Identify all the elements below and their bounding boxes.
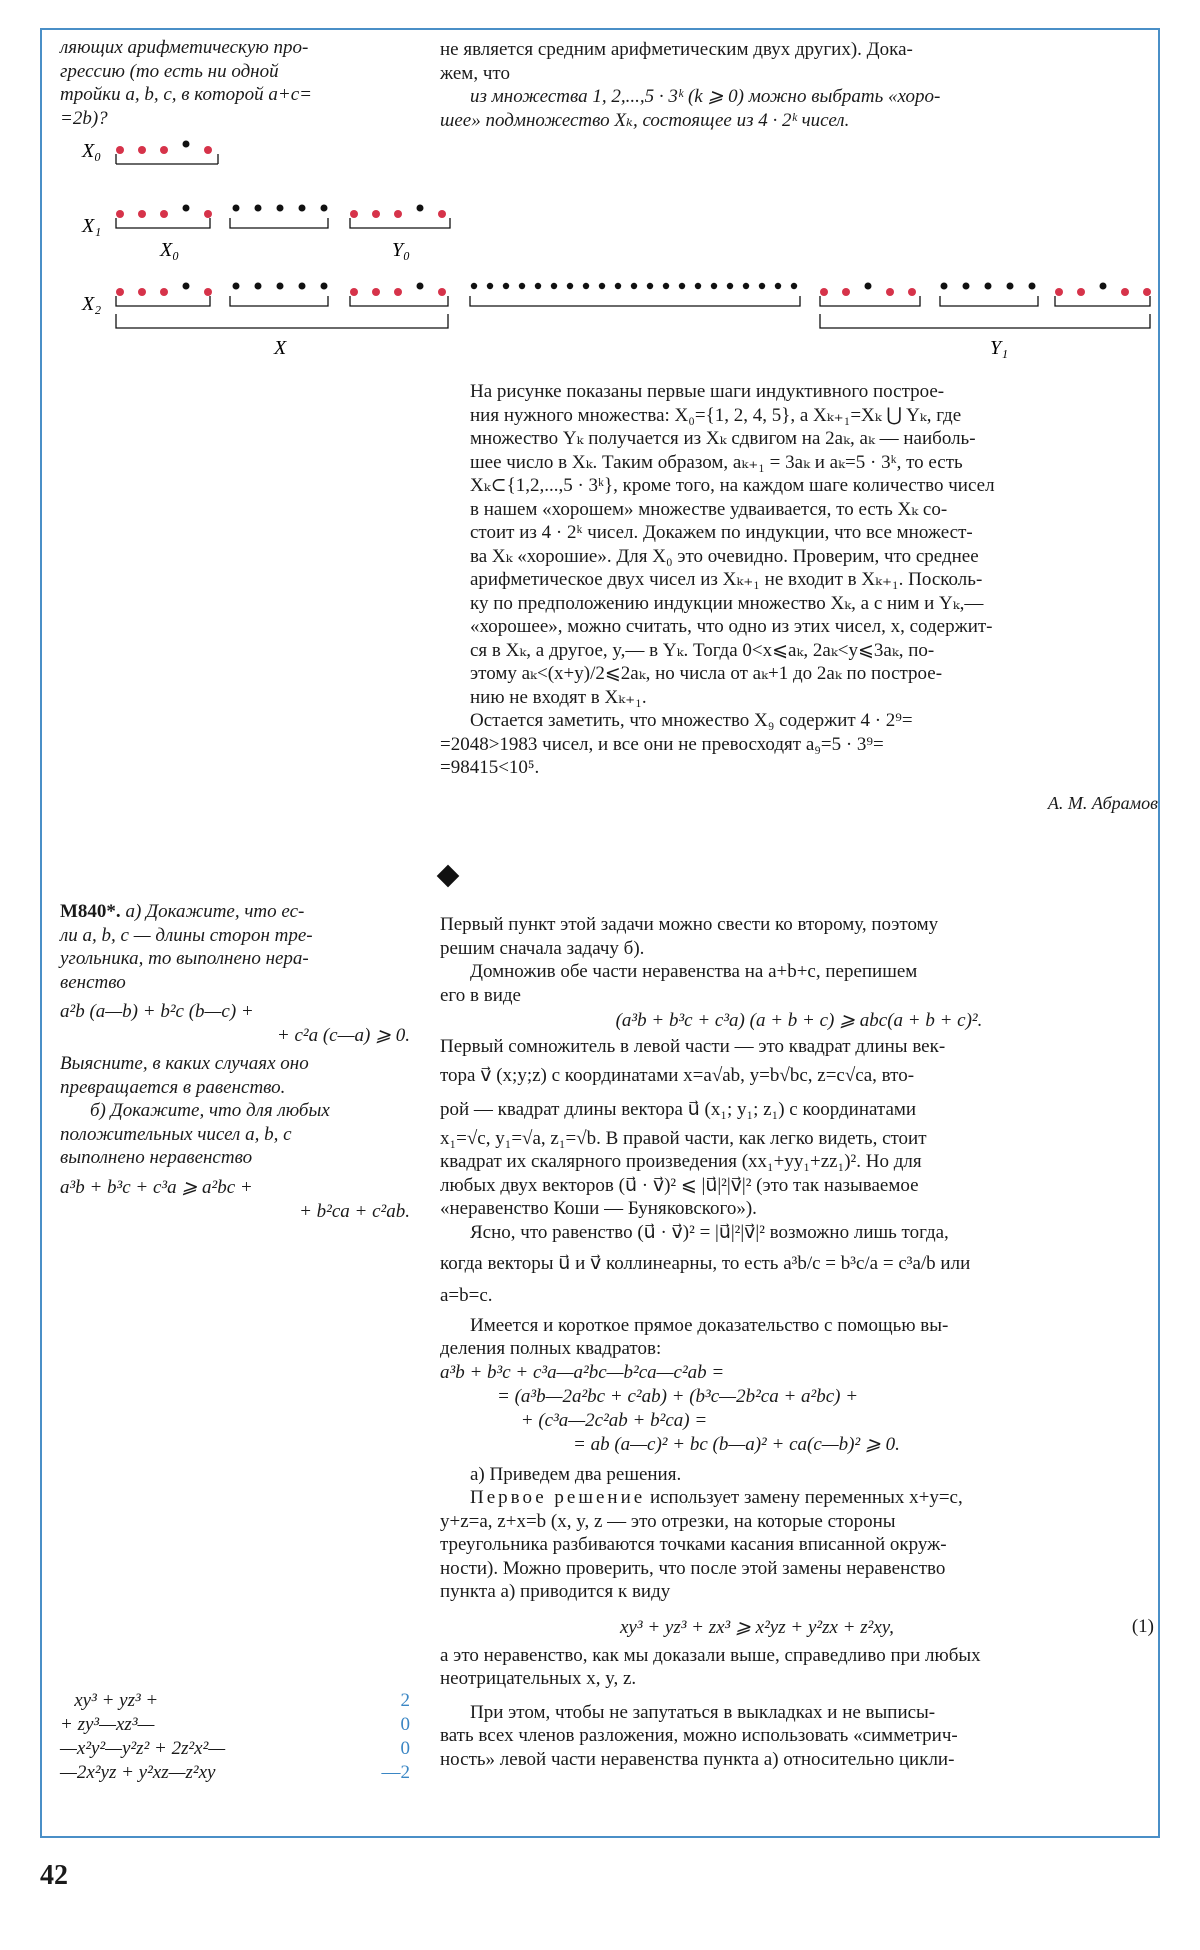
text-line: угольника, то выполнено нера-	[60, 948, 309, 969]
text-line: На рисунке показаны первые шаги индуктивного построе-	[470, 381, 945, 402]
set-construction-diagram	[60, 132, 1160, 362]
row-x0-dots	[116, 141, 218, 165]
text-line: решим сначала задачу б).	[440, 937, 645, 959]
table-coef: 0	[400, 1714, 410, 1735]
row-label-x2: X₂	[82, 293, 102, 315]
row-x2-dots	[116, 283, 1151, 307]
text-line: вать всех членов разложения, можно использовать «симметрич-	[440, 1725, 958, 1746]
problem-text: а) Докажите, что ес-	[125, 901, 305, 922]
text-line: ляющих арифметическую про-	[60, 37, 309, 58]
table-expr: xy³ + yz³ +	[60, 1690, 159, 1711]
text-line: его в виде	[440, 984, 521, 1006]
text-line: любых двух векторов (u⃗ · v⃗)² ⩽ |u⃗|²|v⃗|² (это так называемое	[440, 1174, 919, 1196]
formula-line: + b²ca + c²ab.	[299, 1200, 410, 1222]
formula-line: = ab (a—c)² + bc (b—a)² + ca(c—b)² ⩾ 0.	[440, 1433, 900, 1455]
text-line: =2b)?	[60, 107, 108, 129]
text-line: рой — квадрат длины вектора u⃗ (x₁; y₁; z₁) с координатами	[440, 1098, 917, 1120]
table-row	[60, 1762, 410, 1786]
text-line: а) Приведем два решения.	[470, 1463, 682, 1485]
text-line: квадрат их скалярного произведения (xx₁+yy₁+zz₁)². Но для	[440, 1151, 922, 1172]
text-line: Имеется и короткое прямое доказательство с помощью вы-	[470, 1314, 949, 1336]
text-line	[440, 1486, 1158, 1510]
table-coef: 2	[400, 1690, 410, 1711]
text-line: неотрицательных x, y, z.	[440, 1668, 637, 1689]
under-label-x0: X₀	[160, 239, 180, 261]
text-line: грессию (то есть ни одной	[60, 60, 279, 82]
problem-label: M840*.	[60, 901, 121, 922]
page-number: 42	[40, 1860, 68, 1891]
text-line: жем, что	[440, 62, 510, 84]
formula-line: a³b + b³c + c³a ⩾ a²bc +	[60, 1176, 253, 1198]
text-line: венство	[60, 971, 126, 993]
table-row	[60, 1714, 410, 1738]
under-label-y1: Y₁	[990, 337, 1009, 359]
formula-line: (a³b + b³c + c³a) (a + b + c) ⩾ abc(a + b + c)².	[615, 1010, 983, 1031]
text-line: а это неравенство, как мы доказали выше, справедливо при любых	[440, 1644, 981, 1666]
formula-line: + c²a (c—a) ⩾ 0.	[276, 1025, 410, 1046]
first-solution-text: использует замену переменных x+y=c,	[645, 1487, 963, 1508]
formula-line: = (a³b—2a²bc + c²ab) + (b³c—2b²ca + a²bc) +	[440, 1385, 859, 1407]
table-row	[60, 1690, 410, 1714]
text-line: =98415<10⁵.	[440, 757, 540, 778]
text-line: ва Xₖ «хорошие». Для X₀ это очевидно. Проверим, что среднее	[470, 545, 979, 567]
first-solution-lead: Первое решение	[470, 1487, 646, 1508]
left-top-text	[60, 36, 410, 130]
text-line: ся в Xₖ, а другое, y,— в Yₖ. Тогда 0<x⩽aₖ, 2aₖ<y⩽3aₖ, по-	[470, 639, 935, 661]
text-line: нию не входят в Xₖ₊₁.	[470, 686, 647, 708]
text-line: шее» подмножество Xₖ, состоящее из 4 · 2ᵏ чисел.	[440, 109, 850, 131]
formula-line: xy³ + yz³ + zx³ ⩾ x²yz + y²zx + z²xy,	[620, 1616, 894, 1638]
formula-line: + (c³a—2c²ab + b²ca) =	[440, 1409, 708, 1431]
row-x1-dots	[116, 205, 450, 229]
text-line: =2048>1983 чисел, и все они не превосходят a₉=5 · 3⁹=	[440, 733, 884, 755]
text-line: из множества 1, 2,...,5 · 3ᵏ (k ⩾ 0) можно выбрать «хоро-	[470, 86, 941, 107]
text-line: ность» левой части неравенства пункта а) относительно цикли-	[440, 1748, 955, 1770]
text-line: тройки a, b, c, в которой a+c=	[60, 84, 313, 105]
text-line: ности). Можно проверить, что после этой замены неравенство	[440, 1557, 946, 1579]
text-line: Первый пункт этой задачи можно свести ко второму, поэтому	[440, 914, 939, 935]
text-line: Домножив обе части неравенства на a+b+c, перепишем	[470, 961, 918, 982]
text-line: x₁=√c, y₁=√a, z₁=√b. В правой части, как легко видеть, стоит	[440, 1127, 927, 1149]
text-line: ния нужного множества: X₀={1, 2, 4, 5}, а Xₖ₊₁=Xₖ ⋃ Yₖ, где	[470, 404, 962, 426]
bracket-y1	[820, 314, 1150, 328]
text-line: пункта а) приводится к виду	[440, 1581, 671, 1602]
author-signature: А. М. Абрамов	[1047, 792, 1158, 813]
text-line: треугольника разбиваются точками касания вписанной окруж-	[440, 1534, 947, 1555]
equation-1	[440, 1610, 1158, 1644]
text-line: ли a, b, c — длины сторон тре-	[60, 924, 313, 946]
bracket-x	[116, 314, 448, 328]
table-expr: —2x²yz + y²xz—z²xy	[60, 1762, 216, 1783]
problem-m840	[60, 900, 410, 1224]
text-line: «неравенство Коши — Буняковского»).	[440, 1198, 757, 1219]
under-label-y0: Y₀	[392, 239, 411, 261]
text-line: выполнено неравенство	[60, 1147, 253, 1168]
text-line: положительных чисел a, b, c	[60, 1123, 292, 1145]
text-line: ку по предположению индукции множество Xₖ, а с ним и Yₖ,—	[470, 592, 984, 614]
text-line: б) Докажите, что для любых	[90, 1100, 330, 1121]
under-label-x: X	[274, 337, 287, 359]
text-line: тора v⃗ (x;y;z) с координатами x=a√ab, y=b√bc, z=c√ca, вто-	[440, 1064, 915, 1086]
solution-section	[440, 913, 1158, 1771]
text-line: арифметическое двух чисел из Xₖ₊₁ не входит в Xₖ₊₁. Посколь-	[470, 569, 983, 590]
text-line: стоит из 4 · 2ᵏ чисел. Докажем по индукции, что все множест-	[470, 522, 973, 543]
margin-coefficient-table	[60, 1690, 410, 1786]
row-label-x1: X₁	[82, 215, 102, 237]
text-line: Xₖ⊂{1,2,...,5 · 3ᵏ}, кроме того, на каждом шаге количество чисел	[470, 475, 995, 496]
text-line: когда векторы u⃗ и v⃗ коллинеарны, то есть a³b/c = b³c/a = c³a/b или	[440, 1253, 971, 1274]
text-line: множество Yₖ получается из Xₖ сдвигом на 2aₖ, aₖ — наиболь-	[470, 428, 976, 449]
text-line: деления полных квадратов:	[440, 1338, 662, 1359]
text-line: шее число в Xₖ. Таким образом, aₖ₊₁ = 3aₖ и aₖ=5 · 3ᵏ, то есть	[470, 451, 963, 473]
text-line: y+z=a, z+x=b (x, y, z — это отрезки, на которые стороны	[440, 1510, 896, 1532]
text-line: не является средним арифметическим двух других). Дока-	[440, 39, 913, 60]
text-line: Первый сомножитель в левой части — это квадрат длины век-	[440, 1036, 946, 1057]
formula-line: a³b + b³c + c³a—a²bc—b²ca—c²ab =	[440, 1361, 725, 1383]
problem-line	[60, 900, 410, 924]
right-top-text	[440, 38, 1155, 132]
formula-line: a²b (a—b) + b²c (b—c) +	[60, 1001, 254, 1022]
text-line: Ясно, что равенство (u⃗ · v⃗)² = |u⃗|²|v⃗|² возможно лишь тогда,	[470, 1221, 949, 1243]
text-line: a=b=c.	[440, 1285, 493, 1306]
table-expr: + zy³—xz³—	[60, 1714, 155, 1735]
table-expr: —x²y²—y²z² + 2z²x²—	[60, 1738, 226, 1759]
text-line: превращается в равенство.	[60, 1076, 286, 1098]
text-line: в нашем «хорошем» множестве удваивается, то есть Xₖ со-	[470, 498, 948, 520]
text-line: «хорошее», можно считать, что одно из этих чисел, x, содержит-	[470, 616, 993, 637]
induction-para-1	[440, 380, 1158, 709]
text-line: При этом, чтобы не запутаться в выкладках и не выписы-	[470, 1701, 936, 1723]
text-line: Остается заметить, что множество X₉ содержит 4 · 2⁹=	[470, 710, 913, 731]
equation-number: (1)	[1131, 1615, 1154, 1637]
row-label-x0: X₀	[82, 140, 102, 162]
text-line: Выясните, в каких случаях оно	[60, 1053, 309, 1074]
table-coef: 0	[400, 1738, 410, 1759]
text-line: этому aₖ<(x+y)/2⩽2aₖ, но числа от aₖ+1 до 2aₖ по построе-	[470, 663, 943, 684]
table-row	[60, 1738, 410, 1762]
induction-section	[440, 380, 1158, 815]
table-coef: —2	[381, 1762, 410, 1783]
